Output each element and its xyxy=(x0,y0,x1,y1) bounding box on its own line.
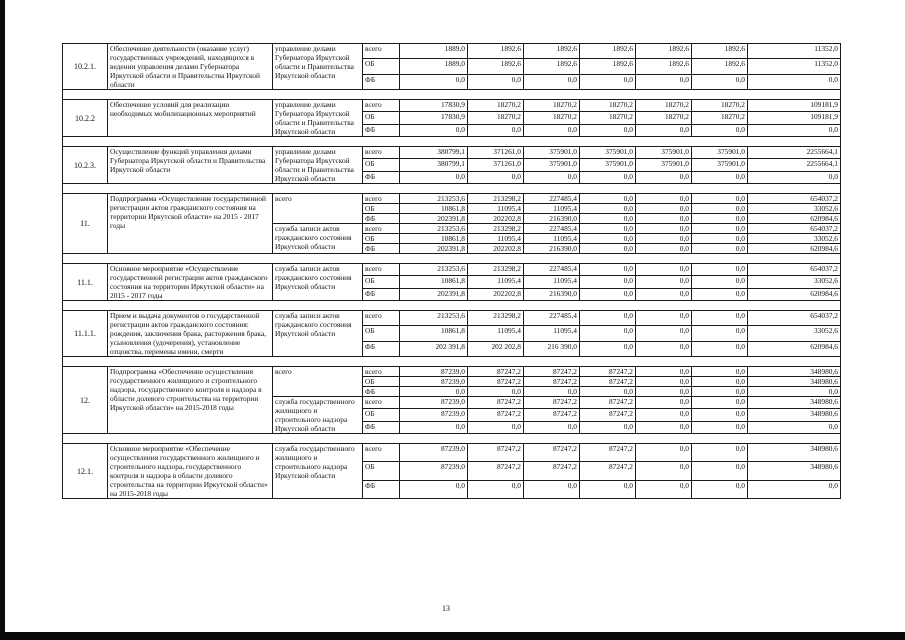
year-value: 0,0 xyxy=(636,276,692,288)
funding-source: ОБ xyxy=(363,159,400,171)
spacer-cell xyxy=(63,90,841,100)
year-value: 0,0 xyxy=(580,326,636,341)
row-code: 10.2.2 xyxy=(63,100,108,137)
year-value: 87239,0 xyxy=(400,462,468,480)
year-value: 87247,2 xyxy=(524,397,580,409)
year-value: 0,0 xyxy=(580,224,636,234)
year-value: 202391,8 xyxy=(400,214,468,224)
year-value: 87239,0 xyxy=(400,377,468,387)
row-code: 11.1. xyxy=(63,264,108,301)
year-value: 87239,0 xyxy=(400,367,468,377)
total-value: 654037,2 xyxy=(748,194,841,204)
year-value: 1892,6 xyxy=(692,59,748,74)
year-value: 0,0 xyxy=(580,194,636,204)
funding-source: всего xyxy=(363,367,400,377)
year-value: 18270,2 xyxy=(524,100,580,112)
row-executor: служба государственного жилищного и строительного надзора Иркутской области xyxy=(273,397,363,434)
year-value: 213298,2 xyxy=(468,224,524,234)
row-name: Основное мероприятие «Обеспечение осуществления государственного жилищного и строительного надзора, государственного контроля и надзора в области долевого строительства на территории Иркутской области» на 2015-2018 годы xyxy=(108,444,273,499)
year-value: 0,0 xyxy=(524,480,580,498)
spacer-row xyxy=(63,357,841,367)
row-name: Обеспечение условий для реализации необходимых мобилизационных мероприятий xyxy=(108,100,273,137)
year-value: 213253,6 xyxy=(400,311,468,326)
year-value: 0,0 xyxy=(692,288,748,300)
year-value: 18270,2 xyxy=(468,112,524,124)
table-row xyxy=(63,44,841,59)
table-row xyxy=(63,100,841,112)
year-value: 18270,2 xyxy=(692,112,748,124)
year-value: 0,0 xyxy=(400,74,468,89)
funding-source: всего xyxy=(363,311,400,326)
total-value: 0,0 xyxy=(748,387,841,397)
year-value: 0,0 xyxy=(636,387,692,397)
year-value: 0,0 xyxy=(580,204,636,214)
year-value: 0,0 xyxy=(692,264,748,276)
year-value: 87247,2 xyxy=(580,397,636,409)
funding-source: ФБ xyxy=(363,214,400,224)
year-value: 11095,4 xyxy=(468,234,524,244)
spacer-cell xyxy=(63,184,841,194)
year-value: 0,0 xyxy=(636,214,692,224)
funding-source: ОБ xyxy=(363,326,400,341)
budget-table xyxy=(62,43,841,499)
year-value: 227485,4 xyxy=(524,264,580,276)
year-value: 1892,6 xyxy=(580,44,636,59)
year-value: 213298,2 xyxy=(468,264,524,276)
year-value: 202202,8 xyxy=(468,288,524,300)
funding-source: ОБ xyxy=(363,409,400,421)
total-value: 620984,6 xyxy=(748,214,841,224)
year-value: 0,0 xyxy=(400,387,468,397)
year-value: 0,0 xyxy=(692,244,748,254)
year-value: 213298,2 xyxy=(468,311,524,326)
total-value: 348980,6 xyxy=(748,444,841,462)
spacer-row xyxy=(63,90,841,100)
spacer-cell xyxy=(63,137,841,147)
row-executor: служба записи актов гражданского состояния Иркутской области xyxy=(273,264,363,301)
table-row xyxy=(63,147,841,159)
row-name: Осуществление функций управления делами Губернатора Иркутской области и Правительства Иркутской области xyxy=(108,147,273,184)
year-value: 0,0 xyxy=(636,244,692,254)
funding-source: ФБ xyxy=(363,387,400,397)
year-value: 380799,1 xyxy=(400,147,468,159)
year-value: 0,0 xyxy=(636,444,692,462)
funding-source: всего xyxy=(363,100,400,112)
year-value: 0,0 xyxy=(692,194,748,204)
year-value: 202 391,8 xyxy=(400,341,468,356)
funding-source: всего xyxy=(363,194,400,204)
year-value: 11095,4 xyxy=(524,204,580,214)
year-value: 0,0 xyxy=(400,480,468,498)
total-value: 654037,2 xyxy=(748,264,841,276)
year-value: 1892,6 xyxy=(580,59,636,74)
year-value: 0,0 xyxy=(692,341,748,356)
spacer-cell xyxy=(63,301,841,311)
year-value: 216390,0 xyxy=(524,288,580,300)
year-value: 0,0 xyxy=(692,234,748,244)
year-value: 0,0 xyxy=(580,214,636,224)
year-value: 227485,4 xyxy=(524,224,580,234)
total-value: 620984,6 xyxy=(748,341,841,356)
funding-source: ОБ xyxy=(363,377,400,387)
row-executor: управление делами Губернатора Иркутской области и Правительства Иркутской области xyxy=(273,100,363,137)
year-value: 0,0 xyxy=(580,171,636,183)
year-value: 0,0 xyxy=(692,367,748,377)
year-value: 87247,2 xyxy=(524,462,580,480)
year-value: 10861,8 xyxy=(400,204,468,214)
spacer-cell xyxy=(63,254,841,264)
year-value: 0,0 xyxy=(692,214,748,224)
table-row xyxy=(63,264,841,276)
funding-source: всего xyxy=(363,444,400,462)
year-value: 87247,2 xyxy=(468,367,524,377)
year-value: 0,0 xyxy=(524,124,580,136)
year-value: 0,0 xyxy=(636,171,692,183)
year-value: 0,0 xyxy=(580,480,636,498)
year-value: 0,0 xyxy=(580,288,636,300)
year-value: 202 202,8 xyxy=(468,341,524,356)
row-code: 12. xyxy=(63,367,108,434)
year-value: 18270,2 xyxy=(524,112,580,124)
year-value: 0,0 xyxy=(692,311,748,326)
year-value: 202202,8 xyxy=(468,214,524,224)
year-value: 213253,6 xyxy=(400,194,468,204)
total-value: 0,0 xyxy=(748,421,841,433)
year-value: 87247,2 xyxy=(468,444,524,462)
year-value: 0,0 xyxy=(636,74,692,89)
spacer-row xyxy=(63,254,841,264)
year-value: 87247,2 xyxy=(580,462,636,480)
year-value: 0,0 xyxy=(580,74,636,89)
year-value: 18270,2 xyxy=(580,100,636,112)
year-value: 0,0 xyxy=(400,421,468,433)
year-value: 0,0 xyxy=(580,387,636,397)
total-value: 348980,6 xyxy=(748,462,841,480)
row-code: 11. xyxy=(63,194,108,254)
year-value: 375901,0 xyxy=(692,159,748,171)
funding-source: ФБ xyxy=(363,341,400,356)
funding-source: ОБ xyxy=(363,204,400,214)
year-value: 1892,6 xyxy=(636,59,692,74)
year-value: 11095,4 xyxy=(524,234,580,244)
year-value: 0,0 xyxy=(692,224,748,234)
year-value: 0,0 xyxy=(692,480,748,498)
year-value: 18270,2 xyxy=(636,100,692,112)
year-value: 0,0 xyxy=(636,397,692,409)
year-value: 11095,4 xyxy=(468,204,524,214)
total-value: 348980,6 xyxy=(748,377,841,387)
year-value: 17830,9 xyxy=(400,112,468,124)
year-value: 0,0 xyxy=(692,377,748,387)
year-value: 87247,2 xyxy=(524,367,580,377)
funding-source: всего xyxy=(363,44,400,59)
year-value: 0,0 xyxy=(636,480,692,498)
year-value: 87247,2 xyxy=(468,377,524,387)
year-value: 0,0 xyxy=(636,311,692,326)
year-value: 0,0 xyxy=(400,171,468,183)
year-value: 87247,2 xyxy=(524,409,580,421)
spacer-row xyxy=(63,434,841,444)
funding-source: ОБ xyxy=(363,276,400,288)
year-value: 213253,6 xyxy=(400,264,468,276)
table-row xyxy=(63,444,841,462)
total-value: 109181,9 xyxy=(748,100,841,112)
year-value: 87247,2 xyxy=(468,397,524,409)
row-code: 11.1.1. xyxy=(63,311,108,357)
year-value: 0,0 xyxy=(636,264,692,276)
year-value: 202391,8 xyxy=(400,288,468,300)
year-value: 216 390,0 xyxy=(524,341,580,356)
year-value: 216390,0 xyxy=(524,214,580,224)
total-value: 348980,6 xyxy=(748,397,841,409)
total-value: 33052,6 xyxy=(748,234,841,244)
year-value: 0,0 xyxy=(580,124,636,136)
year-value: 11095,4 xyxy=(524,326,580,341)
year-value: 0,0 xyxy=(636,377,692,387)
funding-source: всего xyxy=(363,224,400,234)
total-value: 33052,6 xyxy=(748,276,841,288)
year-value: 0,0 xyxy=(468,421,524,433)
total-value: 654037,2 xyxy=(748,224,841,234)
funding-source: ФБ xyxy=(363,171,400,183)
year-value: 1892,6 xyxy=(524,59,580,74)
year-value: 375901,0 xyxy=(636,147,692,159)
scan-left-edge xyxy=(0,0,5,640)
year-value: 0,0 xyxy=(636,124,692,136)
year-value: 10861,8 xyxy=(400,326,468,341)
row-executor: управление делами Губернатора Иркутской области и Правительства Иркутской области xyxy=(273,44,363,90)
year-value: 1892,6 xyxy=(524,44,580,59)
year-value: 87247,2 xyxy=(580,444,636,462)
year-value: 0,0 xyxy=(636,409,692,421)
year-value: 0,0 xyxy=(580,276,636,288)
year-value: 18270,2 xyxy=(468,100,524,112)
total-value: 0,0 xyxy=(748,124,841,136)
row-name: Подпрограмма «Обеспечение осуществления государственного жилищного и строительного надзора, государственного контроля и надзора в области долевого строительства на территории Иркутской области» на 2015-2018 годы xyxy=(108,367,273,434)
year-value: 0,0 xyxy=(692,462,748,480)
year-value: 87247,2 xyxy=(524,377,580,387)
row-executor: управление делами Губернатора Иркутской области и Правительства Иркутской области xyxy=(273,147,363,184)
year-value: 0,0 xyxy=(636,234,692,244)
total-value: 33052,6 xyxy=(748,204,841,214)
year-value: 0,0 xyxy=(636,204,692,214)
year-value: 0,0 xyxy=(636,341,692,356)
year-value: 371261,0 xyxy=(468,147,524,159)
year-value: 0,0 xyxy=(580,234,636,244)
year-value: 0,0 xyxy=(636,421,692,433)
funding-source: ОБ xyxy=(363,59,400,74)
row-name: Обеспечение деятельности (оказание услуг) государственных учреждений, находящихся в ведении управления делами Губернатора Иркутской области и Правительства Иркутской области xyxy=(108,44,273,90)
funding-source: ОБ xyxy=(363,112,400,124)
year-value: 0,0 xyxy=(468,124,524,136)
year-value: 87239,0 xyxy=(400,409,468,421)
funding-source: ОБ xyxy=(363,234,400,244)
year-value: 0,0 xyxy=(636,288,692,300)
row-executor: служба записи актов гражданского состояния Иркутской области xyxy=(273,311,363,357)
year-value: 371261,0 xyxy=(468,159,524,171)
year-value: 375901,0 xyxy=(636,159,692,171)
year-value: 0,0 xyxy=(636,367,692,377)
year-value: 0,0 xyxy=(692,326,748,341)
year-value: 0,0 xyxy=(636,194,692,204)
total-value: 2255664,1 xyxy=(748,147,841,159)
total-value: 654037,2 xyxy=(748,311,841,326)
spacer-row xyxy=(63,137,841,147)
row-code: 12.1. xyxy=(63,444,108,499)
total-value: 0,0 xyxy=(748,171,841,183)
year-value: 1889,0 xyxy=(400,59,468,74)
funding-source: ФБ xyxy=(363,124,400,136)
year-value: 0,0 xyxy=(400,124,468,136)
year-value: 0,0 xyxy=(524,171,580,183)
year-value: 0,0 xyxy=(468,387,524,397)
total-value: 11352,0 xyxy=(748,59,841,74)
year-value: 17830,9 xyxy=(400,100,468,112)
funding-source: ФБ xyxy=(363,480,400,498)
year-value: 375901,0 xyxy=(580,159,636,171)
year-value: 227485,4 xyxy=(524,194,580,204)
spacer-cell xyxy=(63,434,841,444)
year-value: 1892,6 xyxy=(468,44,524,59)
year-value: 11095,4 xyxy=(468,276,524,288)
funding-source: ФБ xyxy=(363,421,400,433)
year-value: 0,0 xyxy=(692,409,748,421)
row-code: 10.2.3. xyxy=(63,147,108,184)
year-value: 0,0 xyxy=(692,171,748,183)
year-value: 0,0 xyxy=(468,74,524,89)
funding-source: ФБ xyxy=(363,244,400,254)
year-value: 0,0 xyxy=(580,311,636,326)
year-value: 375901,0 xyxy=(580,147,636,159)
total-value: 109181,9 xyxy=(748,112,841,124)
year-value: 11095,4 xyxy=(468,326,524,341)
total-value: 0,0 xyxy=(748,74,841,89)
year-value: 87247,2 xyxy=(580,377,636,387)
spacer-cell xyxy=(63,357,841,367)
year-value: 0,0 xyxy=(692,204,748,214)
row-name: Прием и выдача документов о государственной регистрации актов гражданского состояния: рождения, заключения брака, расторжения брака, усыновления (удочерения), установление отцовства, перемены имени, смерти xyxy=(108,311,273,357)
table-row xyxy=(63,194,841,204)
year-value: 0,0 xyxy=(524,387,580,397)
year-value: 1892,6 xyxy=(468,59,524,74)
row-executor: служба записи актов гражданского состояния Иркутской области xyxy=(273,224,363,254)
year-value: 18270,2 xyxy=(580,112,636,124)
year-value: 0,0 xyxy=(580,341,636,356)
table-body xyxy=(63,44,841,499)
year-value: 0,0 xyxy=(468,171,524,183)
year-value: 87247,2 xyxy=(524,444,580,462)
funding-source: ФБ xyxy=(363,74,400,89)
funding-source: ОБ xyxy=(363,462,400,480)
funding-source: всего xyxy=(363,264,400,276)
funding-source: ФБ xyxy=(363,288,400,300)
year-value: 1892,6 xyxy=(636,44,692,59)
year-value: 0,0 xyxy=(692,276,748,288)
year-value: 11095,4 xyxy=(524,276,580,288)
year-value: 87247,2 xyxy=(468,462,524,480)
year-value: 87247,2 xyxy=(580,367,636,377)
year-value: 0,0 xyxy=(636,224,692,234)
row-executor: всего xyxy=(273,194,363,224)
year-value: 380799,1 xyxy=(400,159,468,171)
year-value: 375901,0 xyxy=(692,147,748,159)
total-value: 33052,6 xyxy=(748,326,841,341)
year-value: 213253,6 xyxy=(400,224,468,234)
year-value: 213298,2 xyxy=(468,194,524,204)
total-value: 11352,0 xyxy=(748,44,841,59)
year-value: 0,0 xyxy=(580,244,636,254)
table-row xyxy=(63,367,841,377)
year-value: 18270,2 xyxy=(636,112,692,124)
year-value: 0,0 xyxy=(692,74,748,89)
row-code: 10.2.1. xyxy=(63,44,108,90)
year-value: 87247,2 xyxy=(468,409,524,421)
year-value: 0,0 xyxy=(636,326,692,341)
year-value: 18270,2 xyxy=(692,100,748,112)
year-value: 202202,8 xyxy=(468,244,524,254)
year-value: 0,0 xyxy=(692,444,748,462)
funding-source: всего xyxy=(363,147,400,159)
row-name: Подпрограмма «Осуществление государственной регистрации актов гражданского состояния на территории Иркутской области» на 2015 - 2017 годы xyxy=(108,194,273,254)
year-value: 227485,4 xyxy=(524,311,580,326)
year-value: 10861,8 xyxy=(400,276,468,288)
year-value: 0,0 xyxy=(692,421,748,433)
total-value: 620984,6 xyxy=(748,244,841,254)
year-value: 87239,0 xyxy=(400,444,468,462)
year-value: 375901,0 xyxy=(524,147,580,159)
year-value: 87247,2 xyxy=(580,409,636,421)
funding-source: всего xyxy=(363,397,400,409)
year-value: 202391,8 xyxy=(400,244,468,254)
year-value: 0,0 xyxy=(692,387,748,397)
year-value: 216390,0 xyxy=(524,244,580,254)
year-value: 0,0 xyxy=(580,264,636,276)
year-value: 0,0 xyxy=(580,421,636,433)
year-value: 1889,0 xyxy=(400,44,468,59)
year-value: 0,0 xyxy=(468,480,524,498)
year-value: 1892,6 xyxy=(692,44,748,59)
year-value: 0,0 xyxy=(692,124,748,136)
total-value: 0,0 xyxy=(748,480,841,498)
total-value: 620984,6 xyxy=(748,288,841,300)
row-executor: служба государственного жилищного и строительного надзора Иркутской области xyxy=(273,444,363,499)
total-value: 2255664,1 xyxy=(748,159,841,171)
total-value: 348980,6 xyxy=(748,367,841,377)
row-name: Основное мероприятие «Осуществление государственной регистрации актов гражданского состояния на территории Иркутской области» на 2015 - 2017 годы xyxy=(108,264,273,301)
year-value: 10861,8 xyxy=(400,234,468,244)
year-value: 0,0 xyxy=(524,74,580,89)
year-value: 0,0 xyxy=(692,397,748,409)
year-value: 0,0 xyxy=(524,421,580,433)
page-number: 13 xyxy=(442,604,450,613)
scan-bottom-edge xyxy=(0,632,905,640)
row-executor: всего xyxy=(273,367,363,397)
spacer-row xyxy=(63,301,841,311)
year-value: 375901,0 xyxy=(524,159,580,171)
spacer-row xyxy=(63,184,841,194)
table-row xyxy=(63,311,841,326)
year-value: 0,0 xyxy=(636,462,692,480)
year-value: 87239,0 xyxy=(400,397,468,409)
total-value: 348980,6 xyxy=(748,409,841,421)
